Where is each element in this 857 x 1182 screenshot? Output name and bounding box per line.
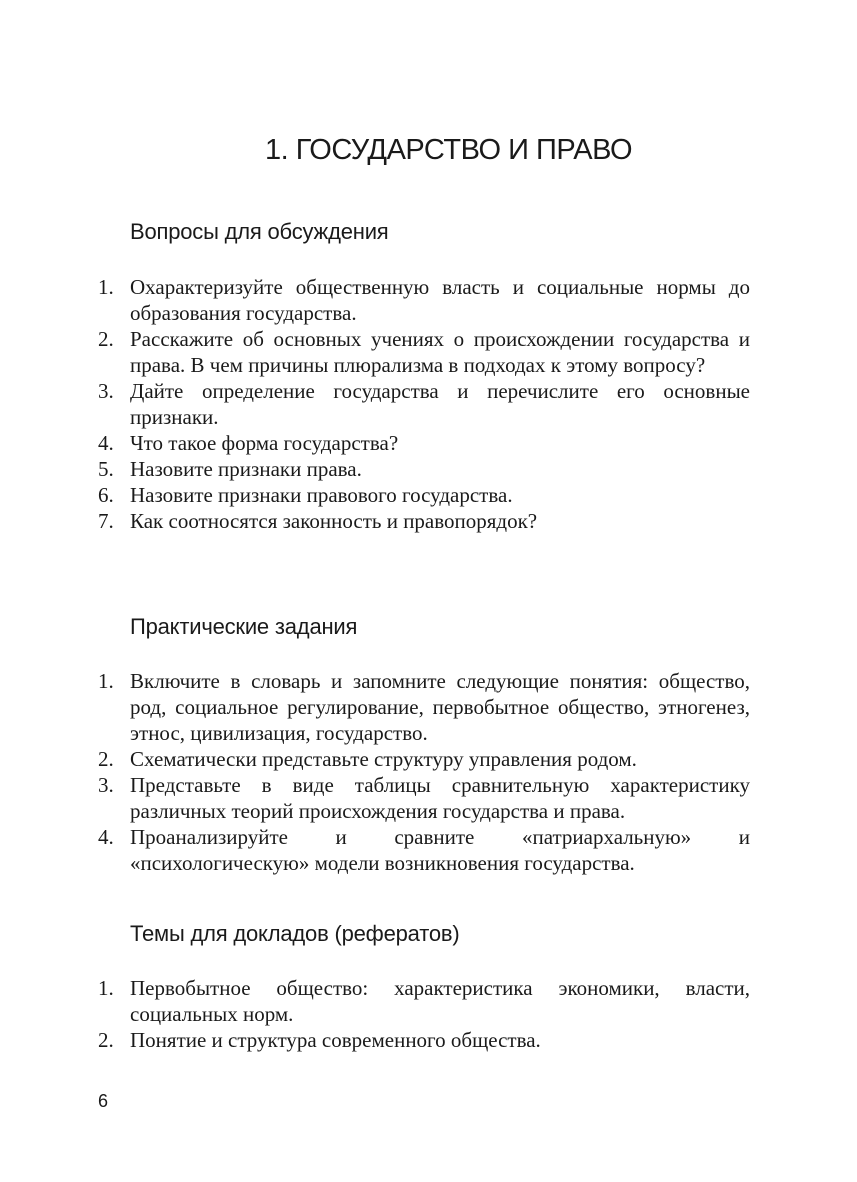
list-item xyxy=(98,746,750,772)
item-text: Проанализируйте и сравните «патриархальную» и «психологическую» модели возникновения государства. xyxy=(130,825,750,875)
item-text: Расскажите об основных учениях о происхождении государства и права. В чем причины плюрализма в подходах к этому вопросу? xyxy=(130,327,750,377)
item-text: Назовите признаки правового государства. xyxy=(130,483,513,507)
section-heading-practical: Практические задания xyxy=(130,614,358,639)
item-number: 4. xyxy=(98,825,114,849)
list-item xyxy=(98,1027,750,1053)
practical-list xyxy=(98,668,750,876)
list-item xyxy=(98,456,750,482)
item-text: Первобытное общество: характеристика экономики, власти, социальных норм. xyxy=(130,976,750,1026)
item-text: Представьте в виде таблицы сравнительную характеристику различных теорий происхождения государства и права. xyxy=(130,773,750,823)
list-item xyxy=(98,430,750,456)
list-item xyxy=(98,378,750,430)
item-text: Охарактеризуйте общественную власть и социальные нормы до образования государства. xyxy=(130,275,750,325)
item-number: 4. xyxy=(98,431,114,455)
item-number: 1. xyxy=(98,976,114,1000)
list-item xyxy=(98,326,750,378)
item-text: Схематически представьте структуру управления родом. xyxy=(130,747,637,771)
item-text: Как соотносятся законность и правопорядок? xyxy=(130,509,538,533)
item-number: 2. xyxy=(98,327,114,351)
item-number: 1. xyxy=(98,275,114,299)
item-number: 7. xyxy=(98,509,114,533)
item-number: 2. xyxy=(98,747,114,771)
discussion-list xyxy=(98,274,750,534)
item-text: Понятие и структура современного общества. xyxy=(130,1028,541,1052)
item-text: Включите в словарь и запомните следующие понятия: общество, род, социальное регулирование, первобытное общество, этногенез, этнос, цивилизация, государство. xyxy=(130,669,750,745)
page-title: 1. ГОСУДАРСТВО И ПРАВО xyxy=(264,134,633,166)
list-item xyxy=(98,772,750,824)
section-heading-discussion: Вопросы для обсуждения xyxy=(130,219,389,244)
page-number: 6 xyxy=(98,1091,109,1111)
list-item xyxy=(98,824,750,876)
item-text: Что такое форма государства? xyxy=(130,431,399,455)
list-item xyxy=(98,508,750,534)
reports-list xyxy=(98,975,750,1053)
list-item xyxy=(98,668,750,746)
item-number: 5. xyxy=(98,457,114,481)
list-item xyxy=(98,482,750,508)
item-number: 1. xyxy=(98,669,114,693)
list-item xyxy=(98,975,750,1027)
item-number: 2. xyxy=(98,1028,114,1052)
item-number: 6. xyxy=(98,483,114,507)
item-text: Дайте определение государства и перечислите его основные признаки. xyxy=(130,379,750,429)
section-heading-reports: Темы для докладов (рефератов) xyxy=(130,921,460,946)
item-text: Назовите признаки права. xyxy=(130,457,362,481)
item-number: 3. xyxy=(98,773,114,797)
list-item xyxy=(98,274,750,326)
item-number: 3. xyxy=(98,379,114,403)
